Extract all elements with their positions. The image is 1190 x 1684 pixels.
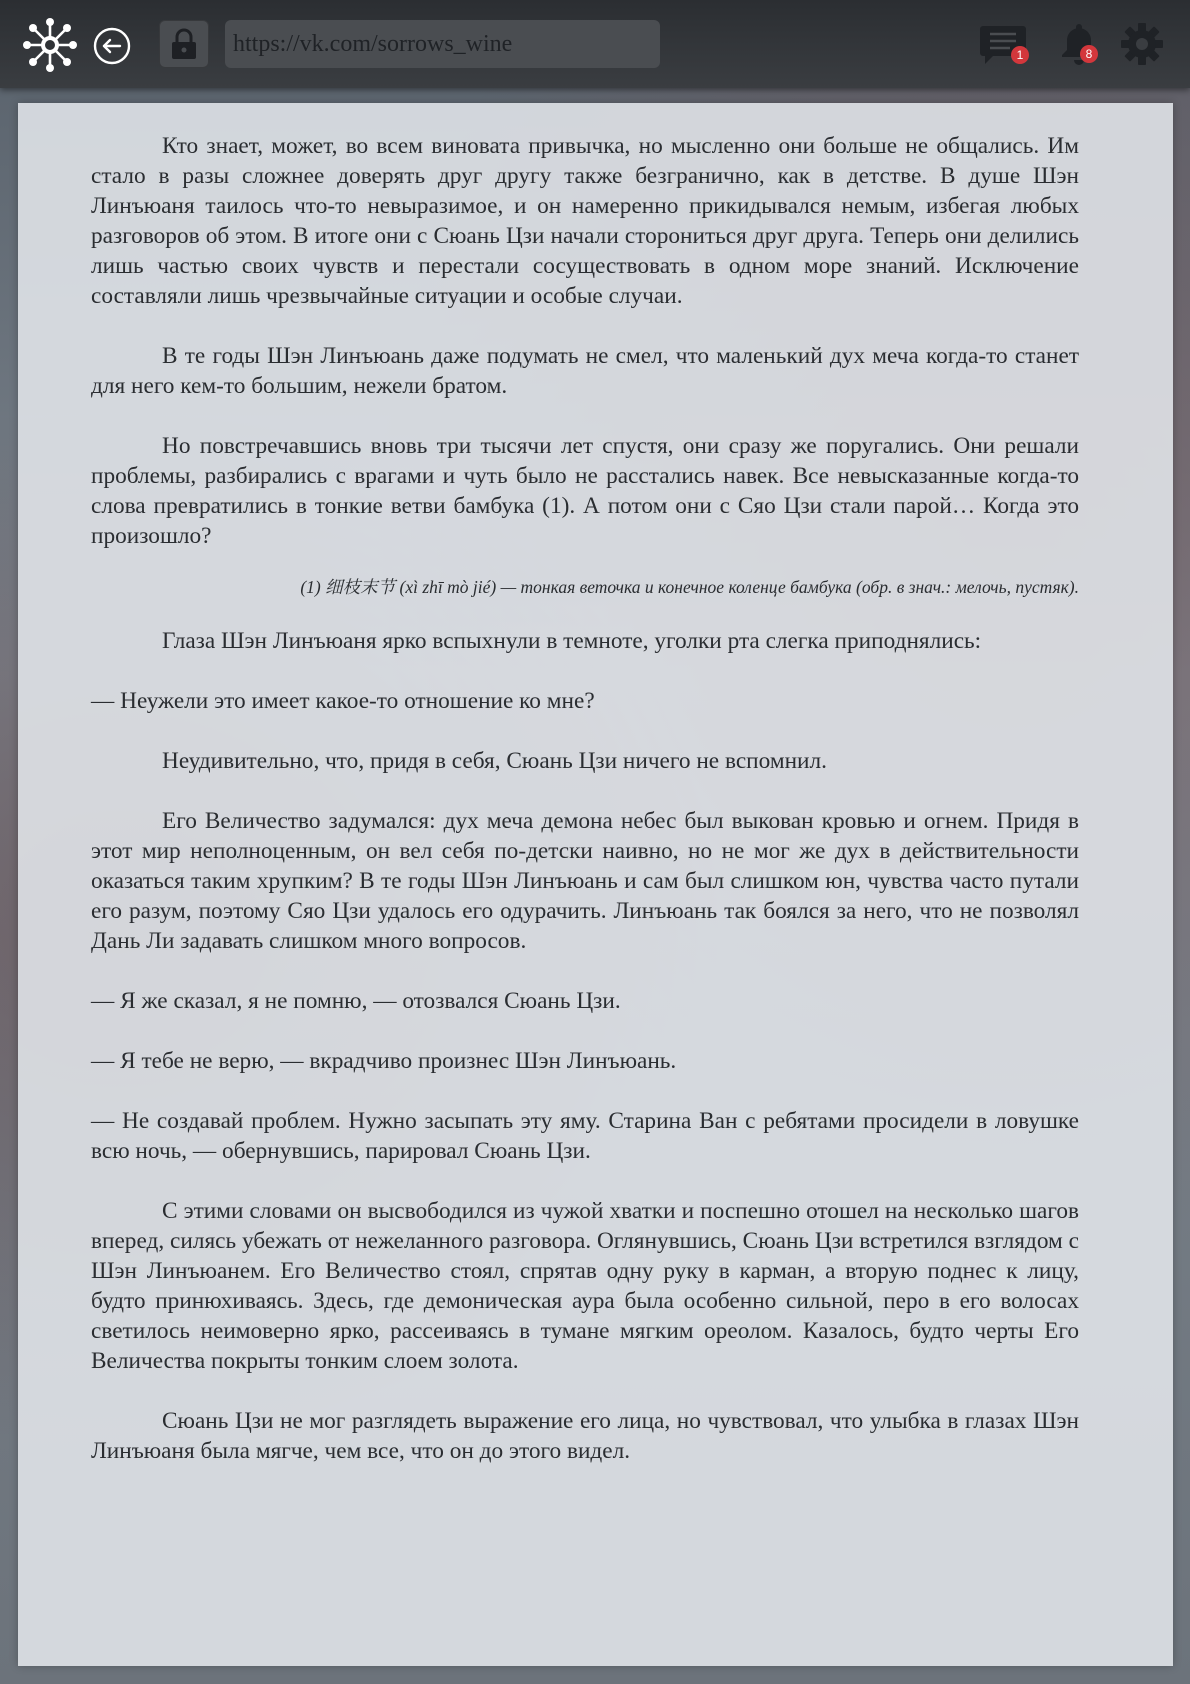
dialogue-line: — Я тебе не верю, — вкрадчиво произнес Шэн Линъюань. [91,1048,677,1074]
paragraph: Его Величество задумался: дух меча демона небес был выкован кровью и огнем. Придя в этот мир неполноценным, он вел себя по-детски наивно, но не мог же дух в действительности оказаться таким хрупким? В те годы Шэн Линъюань и сам был слишком юн, чувства часто путали его разум, поэтому Сяо Цзи удалось его одурачить. Линъюань так боялся за него, что не позволял Дань Ли задавать слишком много вопросов. [91,808,1079,954]
gear-icon[interactable] [1120,22,1164,66]
network-hub-icon[interactable] [22,17,78,73]
dialogue-line: — Неужели это имеет какое-то отношение ко мне? [91,688,595,714]
footnote: (1) 细枝末节 (xì zhī mò jié) — тонкая веточка и конечное коленце бамбука (обр. в знач.: мелочь, пустяк). [300,577,1079,597]
paragraph: Неудивительно, что, придя в себя, Сюань Цзи ничего не вспомнил. [162,748,827,774]
paragraph: В те годы Шэн Линъюань даже подумать не смел, что маленький дух меча когда-то станет для него кем-то большим, нежели братом. [91,343,1079,399]
browser-toolbar [0,0,1190,88]
paragraph: Глаза Шэн Линъюаня ярко вспыхнули в темноте, уголки рта слегка приподнялись: [162,628,982,654]
url-bar[interactable]: https://vk.com/sorrows_wine [225,20,660,68]
paragraph: Но повстречавшись вновь три тысячи лет спустя, они сразу же поругались. Они решали проблемы, разбирались с врагами и чуть было не расстались навек. Все невысказанные когда-то слова превратились в тонкие ветви бамбука (1). А потом они с Сяо Цзи стали парой… Когда это произошло? [91,433,1079,549]
messages-badge: 1 [1011,46,1029,64]
lock-button[interactable] [159,20,209,68]
notifications-badge: 8 [1080,45,1098,63]
dialogue-line: — Я же сказал, я не помню, — отозвался Сюань Цзи. [91,988,621,1014]
paragraph: Сюань Цзи не мог разглядеть выражение его лица, но чувствовал, что улыбка в глазах Шэн Линъюаня была мягче, чем все, что он до этого видел. [91,1408,1079,1464]
arrow-left-circle-icon[interactable] [92,26,132,66]
dialogue-line: — Не создавай проблем. Нужно засыпать эту яму. Старина Ван с ребятами просидели в ловушке всю ночь, — обернувшись, парировал Сюань Цзи. [91,1108,1079,1164]
document-text [91,131,1079,1496]
lock-icon [169,28,199,60]
paragraph: С этими словами он высвободился из чужой хватки и поспешно отошел на несколько шагов вперед, силясь убежать от нежеланного разговора. Оглянувшись, Сюань Цзи встретился взглядом с Шэн Линъюанем. Его Величество стоял, спрятав одну руку в карман, а вторую поднес к лицу, будто принюхиваясь. Здесь, где демоническая аура была особенно сильной, перо в его волосах светилось неимоверно ярко, рассеиваясь в тумане мягким ореолом. Казалось, будто черты Его Величества покрыты тонким слоем золота. [91,1198,1079,1374]
paragraph: Кто знает, может, во всем виновата привычка, но мысленно они больше не общались. Им стало в разы сложнее доверять друг другу также безгранично, как в детстве. В душе Шэн Линъюаня таилось что-то невыразимое, и он намеренно прикидывался немым, избегая любых разговоров об этом. В итоге они с Сюань Цзи начали сторониться друг друга. Теперь они делились лишь частью своих чувств и перестали сосуществовать в одном море знаний. Исключение составляли лишь чрезвычайные ситуации и особые случаи. [91,133,1079,309]
